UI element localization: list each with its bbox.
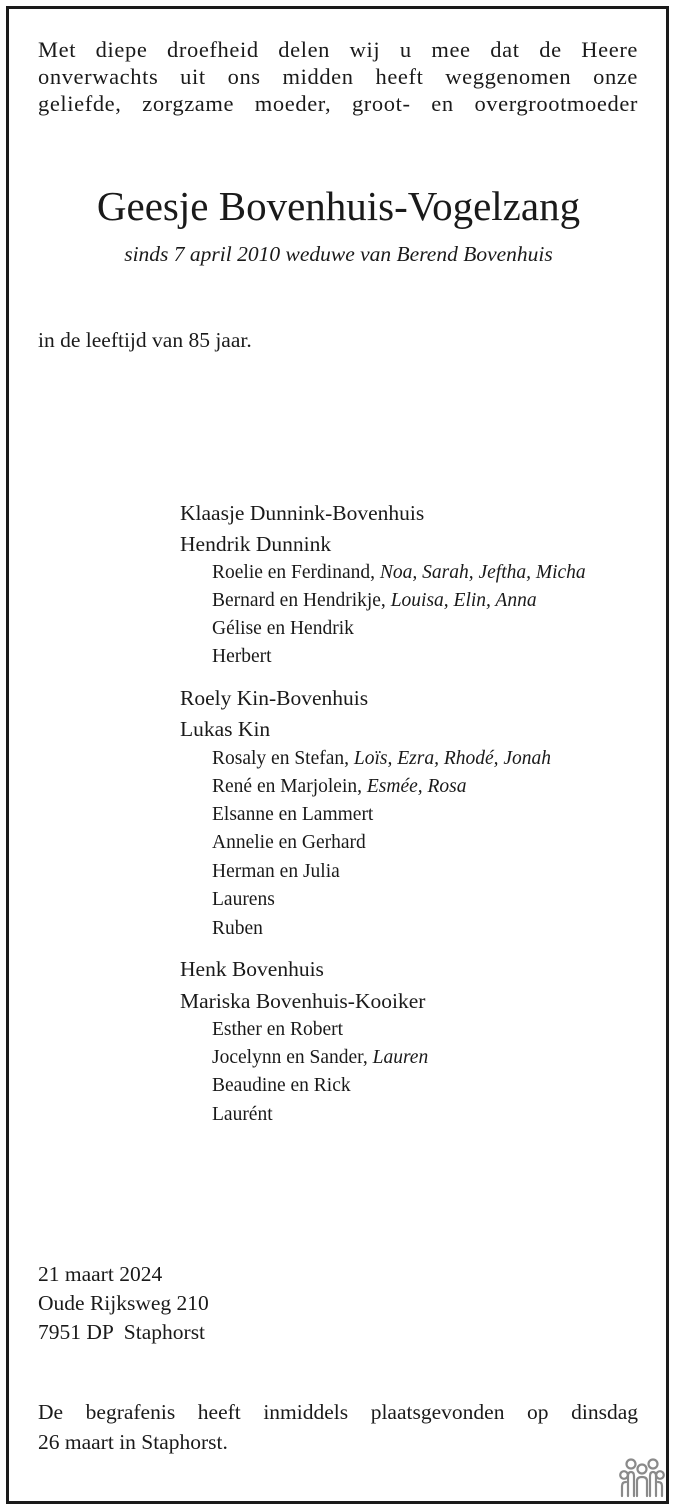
grandchild-names: Beaudine en Rick bbox=[212, 1075, 351, 1096]
address-city: 7951 DP Staphorst bbox=[38, 1320, 206, 1344]
grandchild-line bbox=[212, 916, 263, 942]
intro-text bbox=[38, 36, 638, 117]
grandchild-names: Annelie en Gerhard bbox=[212, 832, 366, 853]
grandchild-line bbox=[212, 859, 340, 885]
grandchild-line bbox=[212, 1073, 351, 1099]
spouse-name: Mariska Bovenhuis-Kooiker bbox=[180, 989, 426, 1013]
grandchild-names: Esther en Robert bbox=[212, 1019, 344, 1040]
grandchild-line bbox=[212, 830, 366, 856]
grandchild-line bbox=[212, 1102, 273, 1128]
closing-line: 26 maart in Staphorst. bbox=[38, 1430, 228, 1454]
grandchild-line bbox=[212, 1045, 428, 1071]
grandchild-names: Herman en Julia bbox=[212, 861, 340, 882]
grandchild-line bbox=[212, 802, 373, 828]
grandchild-line bbox=[212, 616, 354, 642]
grandchild-names: René en Marjolein, bbox=[212, 776, 367, 797]
great-grandchildren: Noa, Sarah, Jeftha, Micha bbox=[379, 562, 586, 583]
grandchild-names: Gélise en Hendrik bbox=[212, 618, 354, 639]
intro-line: Met diepe droefheid delen wij u mee dat de Heere bbox=[38, 37, 638, 62]
grandchild-names: Laurént bbox=[212, 1104, 273, 1125]
address-block bbox=[38, 1260, 209, 1347]
grandchild-line bbox=[212, 887, 275, 913]
child-name: Klaasje Dunnink-Bovenhuis bbox=[180, 501, 425, 525]
great-grandchildren: Louisa, Elin, Anna bbox=[390, 590, 537, 611]
grandchild-line bbox=[212, 560, 586, 586]
grandchild-names: Herbert bbox=[212, 646, 272, 667]
grandchild-line bbox=[212, 588, 537, 614]
child-name: Henk Bovenhuis bbox=[180, 957, 324, 981]
grandchild-line bbox=[212, 746, 551, 772]
spouse-name: Hendrik Dunnink bbox=[180, 532, 332, 556]
grandchild-line bbox=[212, 1017, 343, 1043]
great-grandchildren: Esmée, Rosa bbox=[366, 776, 467, 797]
notice-date: 21 maart 2024 bbox=[38, 1262, 163, 1286]
intro-line: onverwachts uit ons midden heeft weggenomen onze bbox=[38, 64, 638, 89]
grandchild-names: Roelie en Ferdinand, bbox=[212, 562, 380, 583]
grandchild-names: Laurens bbox=[212, 889, 275, 910]
grandchild-names: Rosaly en Stefan, bbox=[212, 748, 354, 769]
great-grandchildren: Loïs, Ezra, Rhodé, Jonah bbox=[353, 748, 552, 769]
age-text: in de leeftijd van 85 jaar. bbox=[38, 328, 252, 352]
address-street: Oude Rijksweg 210 bbox=[38, 1291, 209, 1315]
grandchild-names: Jocelynn en Sander, bbox=[212, 1047, 373, 1068]
closing-line: De begrafenis heeft inmiddels plaatsgevonden op dinsdag bbox=[38, 1400, 638, 1424]
child-name: Roely Kin-Bovenhuis bbox=[180, 686, 369, 710]
grandchild-names: Bernard en Hendrikje, bbox=[212, 590, 391, 611]
deceased-subtitle: sinds 7 april 2010 weduwe van Berend Bovenhuis bbox=[124, 242, 553, 266]
grandchild-names: Ruben bbox=[212, 918, 263, 939]
grandchild-names: Elsanne en Lammert bbox=[212, 804, 374, 825]
deceased-name: Geesje Bovenhuis-Vogelzang bbox=[96, 183, 581, 229]
grandchild-line bbox=[212, 644, 272, 670]
people-group-icon bbox=[619, 1456, 665, 1498]
closing-text bbox=[38, 1397, 638, 1457]
great-grandchildren: Lauren bbox=[372, 1047, 429, 1068]
spouse-name: Lukas Kin bbox=[180, 717, 271, 741]
grandchild-line bbox=[212, 774, 467, 800]
intro-line: geliefde, zorgzame moeder, groot- en overgrootmoeder bbox=[38, 91, 638, 116]
